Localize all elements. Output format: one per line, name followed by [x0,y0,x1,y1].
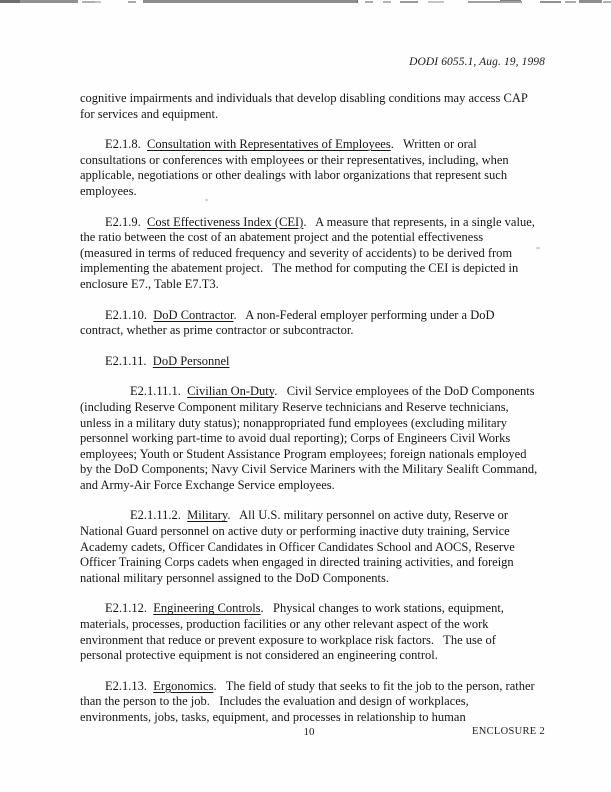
paragraph-text: . Physical changes to work stations, equipment, materials, processes, production facilities or any other relevant aspect of the work environment that reduce or prevent exposure to workplace risk factors. The use of personal protective equipment is not considered an engineering control. [80,601,508,663]
paragraph-term: Military [187,508,228,523]
paragraph-term: Civilian On-Duty [187,384,275,399]
paragraph-continuation [80,91,538,122]
document-body [80,91,541,741]
paragraph-number: E2.1.9. [105,214,148,229]
scan-artifact-top-edge [0,0,611,4]
paragraph-e2-1-11-2 [80,508,538,586]
paragraph-text: . Civil Service employees of the DoD Components (including Reserve Component military Reserve technicians and Reserve technicians, unless in a military duty status); nonappropriated fund employees (excluding military personnel working part-time to avoid dual reporting); Corps of Engineers Civil Works employees; Youth or Student Assistance Program employees; foreign nationals employed by the DoD Components; Navy Civil Service Mariners with the Military Sealift Command, and Army-Air Force Exchange Service employees. [80,384,541,492]
paragraph-number: E2.1.10. [105,307,154,322]
paragraph-text: . A non-Federal employer performing under a DoD contract, whether as prime contractor or subcontractor. [80,307,498,338]
paragraph-term: Ergonomics [153,678,214,693]
paragraph-term: Cost Effectiveness Index (CEI) [147,214,304,229]
paragraph-e2-1-10 [80,308,538,339]
paragraph-number: E2.1.13. [105,678,154,693]
paragraph-term: DoD Personnel [152,353,230,368]
document-reference-header: DODI 6055.1, Aug. 19, 1998 [409,56,545,68]
page-number: 10 [303,726,315,738]
paragraph-e2-1-9 [80,215,538,293]
paragraph-term: Engineering Controls [153,601,261,616]
paragraph-number: E2.1.8. [105,137,148,152]
paragraph-text: . Written or oral consultations or conferences with employees or their representatives, including, when applicable, negotiations or other dealings with labor organizations that represent such employees. [80,137,512,198]
paragraph-text: . All U.S. military personnel on active duty, Reserve or National Guard personnel on active duty or performing inactive duty training, Service Academy cadets, Officer Candidates in Officer Candidates School and AOCS, Reserve Officer Training Corps cadets when engaged in directed training activities, and foreign national military personnel assigned to the DoD Components. [80,508,518,585]
enclosure-label: ENCLOSURE 2 [471,726,545,737]
paragraph-text: . A measure that represents, in a single value, the ratio between the cost of an abatement project and the potential effectiveness (measured in terms of reduced frequency and severity of accidents) to be derived from implementing the abatement project. The method for computing the CEI is depicted in enclosure E7., Table E7.T3. [80,214,538,291]
paragraph-term: Consultation with Representatives of Employees [147,137,391,152]
paragraph-text: cognitive impairments and individuals that develop disabling conditions may access CAP for services and equipment. [80,91,531,121]
paragraph-e2-1-11 [80,354,538,370]
paragraph-number: E2.1.11.1. [130,384,188,399]
paragraph-e2-1-11-1 [80,384,541,493]
paragraph-text: . The field of study that seeks to fit the job to the person, rather than the person to the job. Includes the evaluation and design of workplaces, environments, jobs, tasks, equipment, and processes in relationship to human [80,678,538,724]
paragraph-e2-1-13 [80,679,538,726]
paragraph-number: E2.1.12. [105,601,154,616]
paragraph-e2-1-12 [80,601,538,663]
paragraph-number: E2.1.11. [105,353,153,368]
paragraph-term: DoD Contractor [153,307,234,322]
paragraph-e2-1-8 [80,137,538,199]
paragraph-number: E2.1.11.2. [130,508,188,523]
